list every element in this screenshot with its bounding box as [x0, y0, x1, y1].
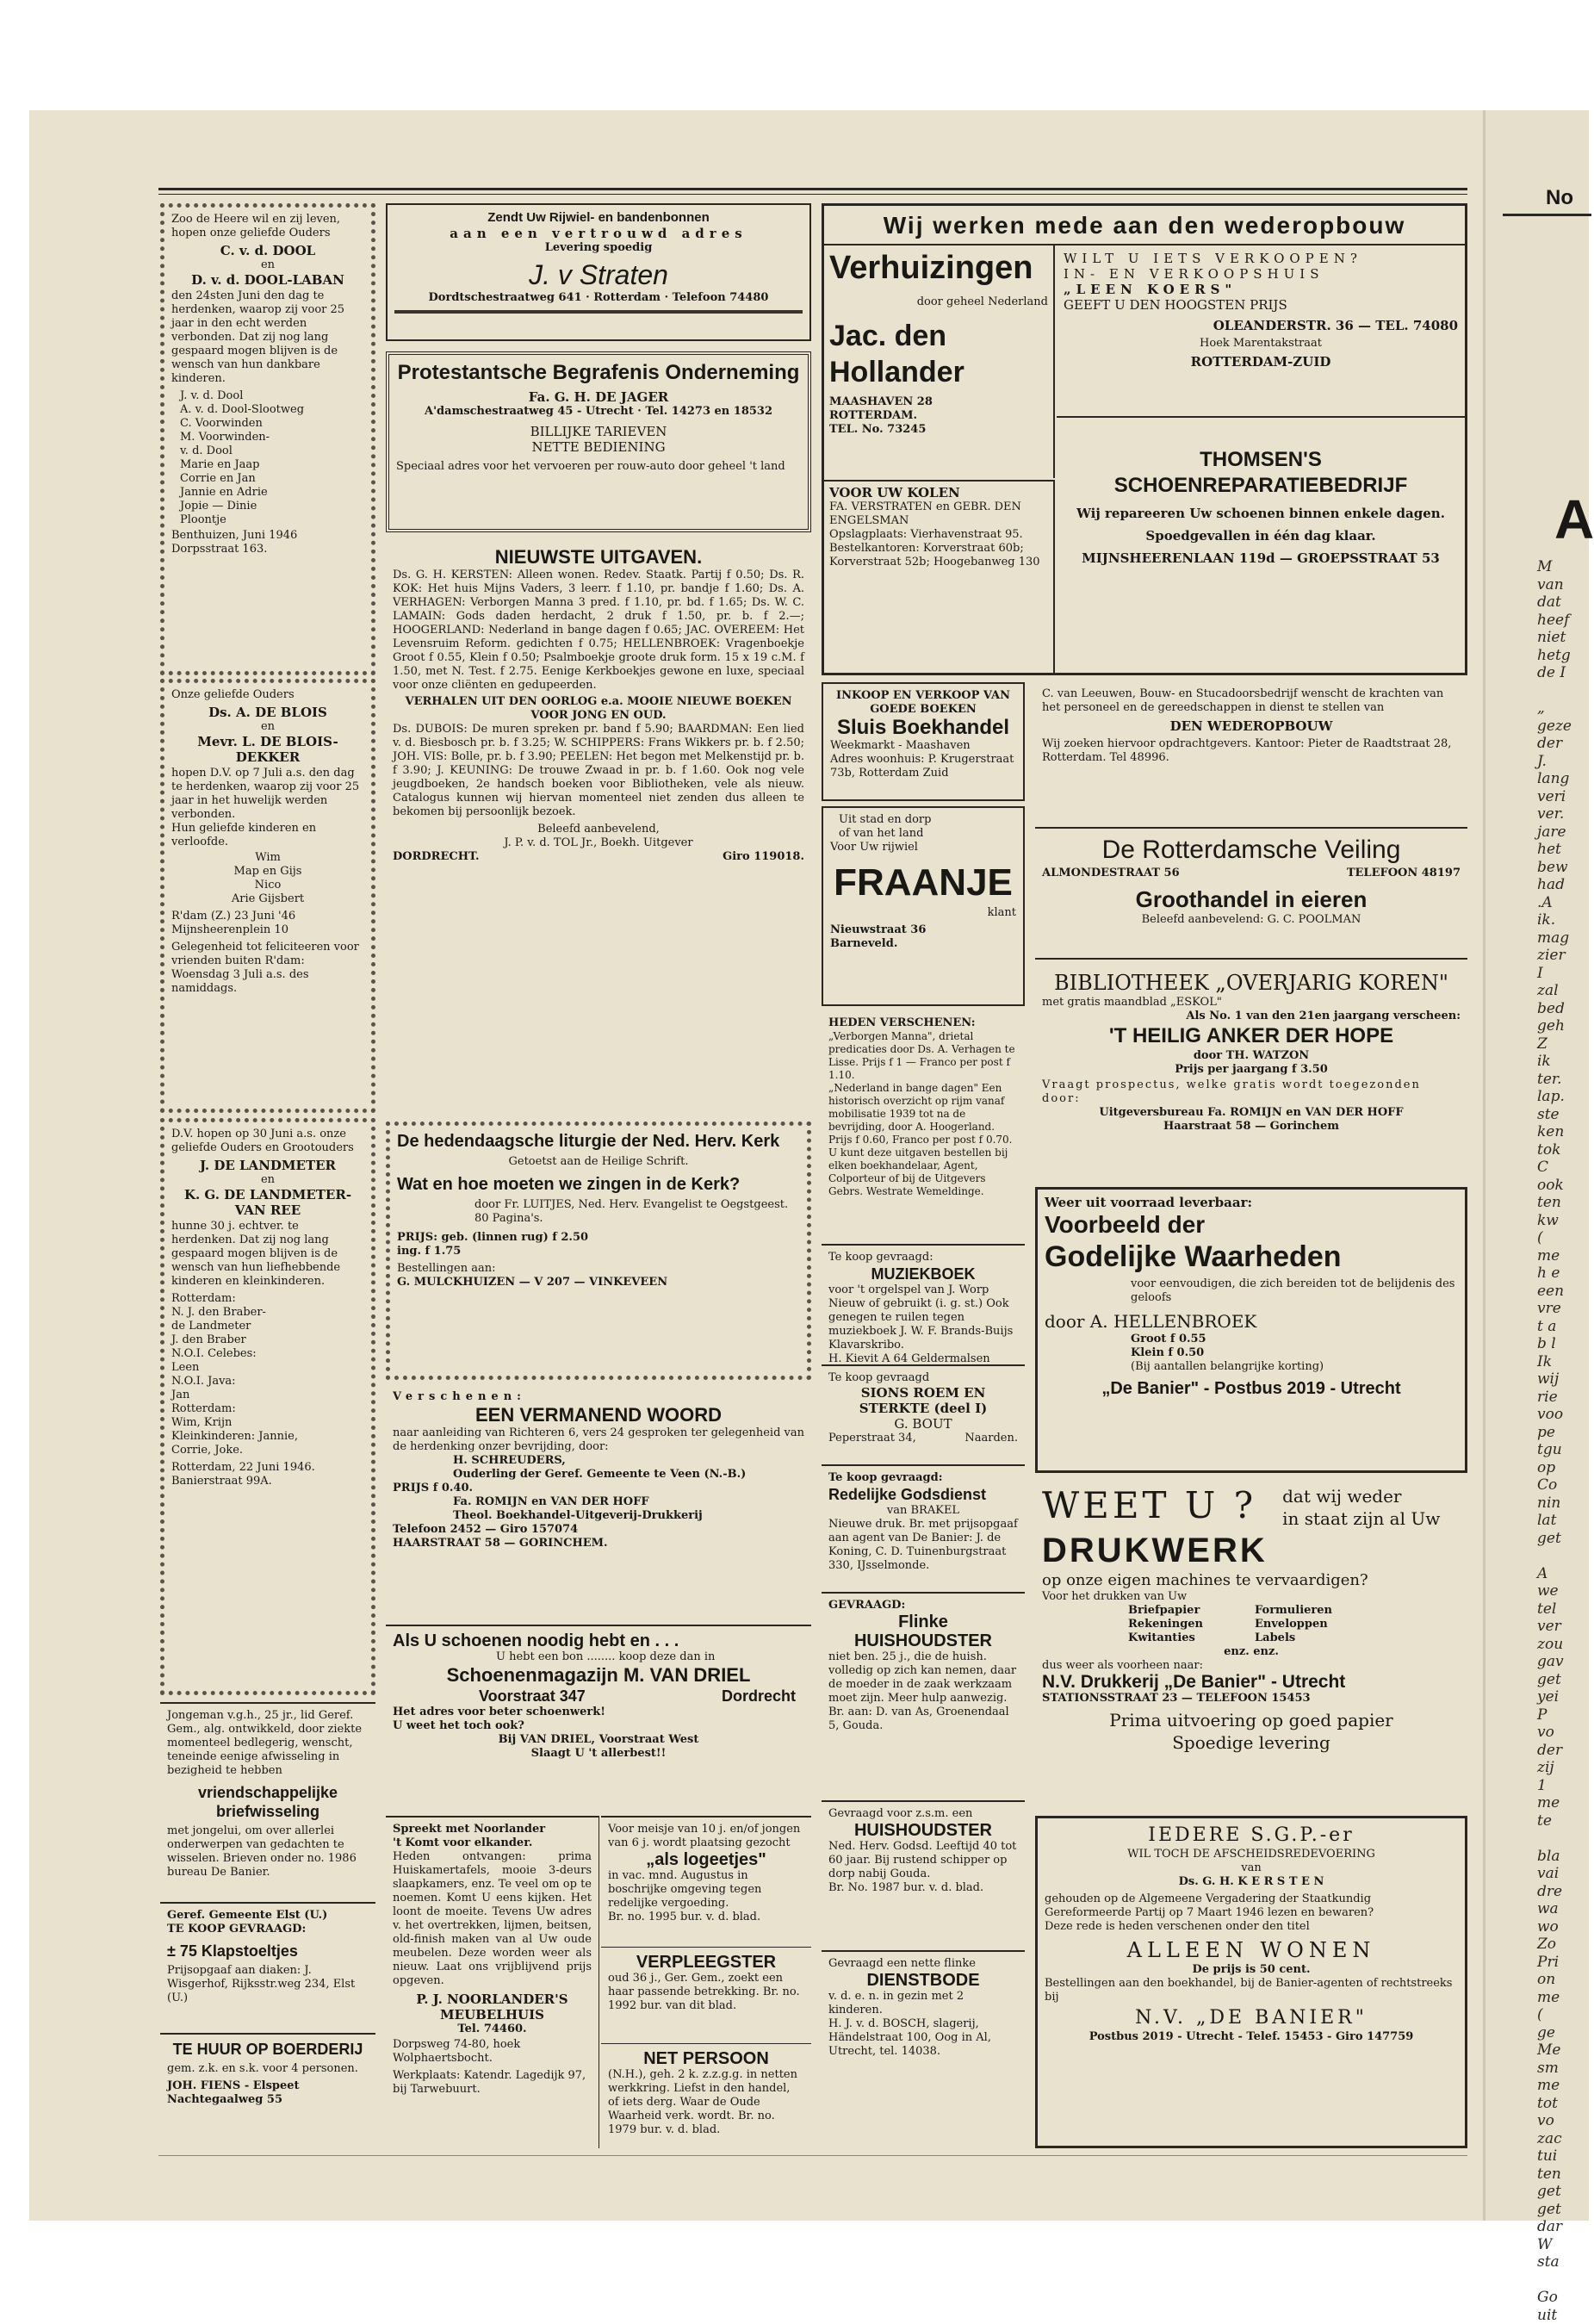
schoenen-address [393, 1687, 804, 1706]
huur-name: JOH. FIENS - Elspeet Nachtegaalweg 55 [167, 2079, 300, 2106]
ad-muziekboek [822, 1244, 1025, 1365]
muziek-head: MUZIEKBOEK [871, 1265, 976, 1283]
blois-en: en [260, 720, 276, 733]
bibliotheek-price: Prijs per jaargang f 3.50 [1175, 1063, 1328, 1076]
top-rule-thin [158, 194, 1467, 195]
sions-pre: Te koop gevraagd [828, 1371, 930, 1384]
bibliotheek-line: Als No. 1 van den 21en jaargang verscheen: [1186, 1010, 1461, 1022]
fraanje-addr: Nieuwstraat 36 Barneveld. [830, 923, 927, 950]
fraanje-name: FRAANJE [834, 861, 1013, 904]
jongeman-head: vriendschappelijke briefwisseling [197, 1784, 338, 1820]
ad-verpleegster [601, 1947, 811, 2041]
ad-redelijke-godsdienst [822, 1464, 1025, 1588]
bottom-rule [158, 2155, 1467, 2156]
elst-big: ± 75 Klapstoeltjes [167, 1942, 298, 1960]
hellenbroek-korting: (Bij aantallen belangrijke korting) [1131, 1360, 1324, 1373]
sions-address [828, 1432, 1018, 1445]
ad-huishoudster [822, 1800, 1025, 1947]
meisje-body: Voor meisje van 10 j. en/of jongen van 6 j. wordt plaatsing gezocht [608, 1823, 801, 1849]
thomsen-title: THOMSEN'S SCHOENREPARATIEBEDRIJF [1113, 448, 1408, 497]
vermanend-pub: Fa. ROMIJN en VAN DER HOFF Theol. Boekhandel-Uitgeverij-Drukkerij [453, 1495, 703, 1522]
uitgaven-footer [393, 850, 804, 864]
dool-body: den 24sten Juni den dag te herdenken, waarop zij voor 25 jaar in den echt werden verbonden. Dat zij nog lang gespaard mogen blijven is de wensch van hun dankbare kinderen. [171, 289, 345, 385]
rijwiel-rule [394, 310, 803, 314]
weet-voor: Voor het drukken van Uw [1042, 1590, 1188, 1603]
huur-text: gem. z.k. en s.k. voor 4 personen. [167, 2062, 358, 2075]
hooger-body: „Verborgen Manna", drietal predicaties door Ds. A. Verhagen te Lisse. Prijs f 1 — Franco per post f 1.10. „Nederland in bange dagen" Een historisch overzicht op rijm vanaf mobilisatie 1939 tot na de bevrijding, door A. Hoogerland. Prijs f 0.60, Franco per post f 0.70. U kunt deze uitgaven bestellen bij elken boekhandelaar, Agent, Colporteur of bij de Uitgevers Gebrs. Westrate Wemeldinge. [828, 1030, 1015, 1197]
hellenbroek-prices: Groot f 0.55 Klein f 0.50 [1131, 1333, 1206, 1359]
hellenbroek-sub: voor eenvoudigen, die zich bereiden tot de belijdenis des geloofs [1131, 1277, 1455, 1304]
jongeman-text: Jongeman v.g.h., 25 jr., lid Geref. Gem., alg. ontwikkeld, door ziekte momenteel bedlegerig, wenscht, teneinde eenige afwisseling in bezigheid te hebben [167, 1709, 363, 1777]
muziek-pre: Te koop gevraagd: [828, 1251, 933, 1264]
ad-te-huur [160, 2033, 375, 2148]
leeuwen-body2: Wij zoeken hiervoor opdrachtgevers. Kantoor: Pieter de Raadtstraat 28, Rotterdam. Tel 48996. [1042, 737, 1452, 764]
huish2-pre: Gevraagd voor z.s.m. een [828, 1807, 973, 1820]
dool-place: Benthuizen, Juni 1946 Dorpsstraat 163. [171, 529, 298, 556]
weet-items-right: Formulieren Enveloppen Labels [1255, 1604, 1332, 1644]
blois-name2: Mevr. L. DE BLOIS-DEKKER [197, 734, 338, 765]
ad-vermanend-woord [386, 1385, 811, 1619]
ad-net-persoon [601, 2043, 811, 2148]
ad-sions-roem [822, 1364, 1025, 1461]
ad-liturgie [386, 1122, 811, 1380]
redelijke-author: van BRAKEL [886, 1504, 960, 1517]
veiling-big: Groothandel in eieren [1135, 886, 1368, 912]
rijwiel-line2: aan een vertrouwd adres [450, 226, 747, 241]
weet-top [1042, 1485, 1461, 1530]
leeuwen-head: DEN WEDEROPBOUW [1169, 718, 1333, 734]
ad-begrafenis [386, 351, 811, 532]
begrafenis-firm: Fa. G. H. DE JAGER [528, 389, 669, 405]
fraanje-line1: Uit stad en dorp of van het land [839, 813, 932, 840]
ad-leen-koers [1057, 245, 1465, 418]
verhuizingen-sub: door geheel Nederland [916, 295, 1048, 308]
dool-name2: D. v. d. DOOL-LABAN [191, 272, 344, 288]
ad-rotterdamsche-veiling [1035, 827, 1467, 960]
ad-thomsen [1057, 419, 1465, 674]
iedere-price: De prijs is 50 cent. [1192, 1963, 1311, 1976]
redelijke-head: Redelijke Godsdienst [828, 1486, 987, 1503]
iedere-name: Ds. G. H. K E R S T E N [1178, 1875, 1324, 1888]
uitgaven-title: NIEUWSTE UITGAVEN. [494, 546, 703, 568]
kolen-body: FA. VERSTRATEN en GEBR. DEN ENGELSMAN Opslagplaats: Vierhavenstraat 95. Bestelkantoren: Korverstraat 60b; Korverstraat 52b; Hoogebanweg 130 [829, 500, 1040, 569]
sions-city: Naarden. [964, 1432, 1018, 1445]
bibliotheek-book: 'T HEILIG ANKER DER HOPE [1108, 1024, 1394, 1047]
vermanend-tel: Telefoon 2452 — Giro 157074 HAARSTRAAT 58 — GORINCHEM. [393, 1523, 608, 1550]
begrafenis-note: Speciaal adres voor het vervoeren per rouw-auto door geheel 't land [396, 460, 785, 473]
dienstbode-head: DIENSTBODE [866, 1971, 980, 1990]
noorlander-work: Werkplaats: Katendr. Lagedijk 97, bij Tarwebuurt. [393, 2069, 586, 2096]
jongeman-text2: met jongelui, om over allerlei onderwerpen van gedachten te wisselen. Brieven onder no. 1986 bureau De Banier. [167, 1824, 357, 1879]
dienstbode-pre: Gevraagd een nette flinke [828, 1957, 976, 1970]
weet-prima: Prima uitvoering op goed papier Spoedige levering [1109, 1710, 1393, 1753]
schoenen-title: Als U schoenen noodig hebt en . . . [393, 1631, 679, 1650]
muziek-body: voor 't orgelspel van J. Worp Nieuw of gebruikt (i. g. st.) Ook genegen te ruilen tegen muziekboek J. W. F. Brands-Buijs Klavarskribo. [828, 1283, 1014, 1352]
schoenen-addr: Bij VAN DRIEL, Voorstraat West Slaagt U 't allerbest!! [498, 1733, 699, 1760]
sions-name: G. BOUT [894, 1416, 952, 1432]
iedere-van: van [1241, 1861, 1262, 1874]
schoenen-city: Dordrecht [721, 1687, 796, 1705]
ad-heden-verschenen [822, 1011, 1025, 1240]
ad-landmeter-anniversary [160, 1118, 375, 1695]
iedere-line: WIL TOCH DE AFSCHEIDSREDEVOERING [1127, 1848, 1375, 1861]
ad-sluis-boekhandel [822, 682, 1025, 801]
verhuizingen-title: Verhuizingen [829, 250, 1033, 286]
dienstbode-body: v. d. e. n. in gezin met 2 kinderen. [828, 1990, 964, 2016]
landmeter-body: hunne 30 j. echtver. te herdenken. Dat zij nog lang gespaard mogen blijven is de wensch van hun liefhebbende kinderen en kleinkinderen. [171, 1220, 341, 1288]
ad-fraanje [822, 806, 1025, 1006]
iedere-body: gehouden op de Algemeene Vergadering der Staatkundig Gereformeerde Partij op 7 Maart 1946 lezen en bewaren? Deze rede is heden verschenen onder den titel [1045, 1892, 1374, 1933]
wederopbouw-banner: Wij werken mede aan den wederopbouw [824, 206, 1465, 245]
elst-head: Geref. Gemeente Elst (U.) TE KOOP GEVRAAGD: [167, 1909, 328, 1936]
noorlander-head: Spreekt met Noorlander 't Komt voor elkander. [393, 1823, 546, 1849]
kolen-head: VOOR UW KOLEN [829, 485, 960, 500]
huur-head: TE HUUR OP BOERDERIJ [172, 2041, 363, 2058]
hellenbroek-author: door A. HELLENBROEK [1045, 1311, 1257, 1332]
begrafenis-address: A'damschestraatweg 45 - Utrecht · Tel. 14273 en 18532 [424, 405, 772, 418]
noorlander-body: Heden ontvangen: prima Huiskamertafels, mooie 3-deurs slaapkamers, enz. Te veel om op te noemen. Komt U eens kijken. Het loont de moeite. Tevens Uw adres v. het overtrekken, lijmen, beitsen, old-finish maken van al Uw oude meubelen. Deze worden weer als nieuw. Laat ons vrijblijvend prijs opgeven. [393, 1850, 592, 1987]
begrafenis-title: Protestantsche Begrafenis Onderneming [397, 361, 800, 384]
verhuizingen-name: Jac. den Hollander [829, 320, 964, 388]
blois-name1: Ds. A. DE BLOIS [208, 705, 327, 720]
ad-verhuizingen [824, 245, 1055, 478]
hellenbroek-title2: Godelijke Waarheden [1045, 1240, 1342, 1273]
rijwiel-address: Dordtschestraatweg 641 · Rotterdam · Telefoon 74480 [428, 291, 769, 304]
next-page-fragments: M van dat heef niet hetg de I „ geze der J. lang veri ver. jare het bew had .A ik. mag zier I zal bed geh Z ik ter. lap. ste ken tok C ook ten kw ( me h e een vre t a b l Ik wij rie voo pe tgu op Co nin lat get A we tel ver zou gav get yei P vo der zij 1 me te bla vai dre wa wo Zo Pri on me ( ge Me sm me tot vo zac tui ten get get dar W sta Go uit [1537, 558, 1572, 2324]
ad-bibliotheek [1035, 965, 1467, 1180]
weet-line: dat wij weder in staat zijn al Uw [1282, 1486, 1441, 1529]
newspaper-page [29, 110, 1485, 2221]
weet-items-left: Briefpapier Rekeningen Kwitanties [1128, 1604, 1204, 1644]
rijwiel-name: J. v Straten [529, 259, 668, 290]
dool-en: en [260, 258, 276, 271]
dool-intro: Zoo de Heere wil en zij leven, hopen onze geliefde Ouders [171, 213, 341, 239]
sions-head: SIONS ROEM EN STERKTE (deel I) [859, 1385, 988, 1416]
uitgaven-sub: VERHALEN UIT DEN OORLOG e.a. MOOIE NIEUWE BOEKEN VOOR JONG EN OUD. [405, 695, 792, 722]
ad-rijwiel [386, 203, 811, 341]
ad-blois-anniversary [160, 679, 375, 1113]
huish1-pre: GEVRAAGD: [828, 1599, 906, 1612]
elst-text: Prijsopgaaf aan diaken: J. Wisgerhof, Rijksstr.weg 234, Elst (U.) [167, 1964, 356, 2004]
top-rule [158, 188, 1467, 190]
landmeter-name2: K. G. DE LANDMETER-VAN REE [183, 1187, 352, 1218]
blois-intro: Onze geliefde Ouders [171, 688, 295, 701]
weet-enz: enz. enz. [1224, 1645, 1279, 1658]
ad-van-leeuwen [1035, 682, 1467, 822]
uitgaven-city: DORDRECHT. [393, 850, 480, 863]
liturgie-sub1: Getoetst aan de Heilige Schrift. [508, 1155, 689, 1168]
fraanje-klant: klant [987, 906, 1016, 919]
ad-noorlander [386, 1816, 599, 2148]
ad-flinke-huishoudster [822, 1592, 1025, 1795]
next-page-big-letter: A [1554, 488, 1594, 550]
hooger-head: HEDEN VERSCHENEN: [828, 1016, 976, 1029]
redelijke-body: Nieuwe druk. Br. met prijsopgaaf aan agent van De Banier: J. de Koning, C. D. Tuinenburgstraat 330, IJsselmonde. [828, 1518, 1018, 1572]
ad-wederopbouw-block [822, 203, 1467, 675]
iedere-title: IEDERE S.G.P.-er [1148, 1824, 1355, 1846]
sions-addr: Peperstraat 34, [828, 1432, 916, 1445]
liturgie-addr: G. MULCKHUIZEN — V 207 — VINKEVEEN [397, 1276, 668, 1289]
huish2-head: HUISHOUDSTER [853, 1821, 992, 1840]
dool-kids: J. v. d. Dool A. v. d. Dool-Slootweg C. Voorwinden M. Voorwinden- v. d. Dool Marie en Jaap Corrie en Jan Jannie en Adrie Jopie — Dinie Ploontje [180, 389, 305, 526]
vermanend-prijs: PRIJS f 0.40. [393, 1482, 474, 1494]
weet-addr: STATIONSSTRAAT 23 — TELEFOON 15453 [1042, 1692, 1311, 1705]
ad-weet-u-drukwerk [1035, 1480, 1467, 1811]
schoenen-street: Voorstraat 347 [479, 1687, 586, 1705]
ad-logeetjes [601, 1816, 811, 1945]
iedere-title2: ALLEEN WONEN [1126, 1938, 1376, 1962]
schoenen-line: U hebt een bon ........ koop deze dan in [496, 1650, 716, 1663]
ad-klapstoeltjes [160, 1902, 375, 2031]
koers-line1: WILT U IETS VERKOOPEN? [1064, 251, 1362, 266]
ad-dienstbode [822, 1950, 1025, 2148]
weet-own: op onze eigen machines te vervaardigen? [1042, 1571, 1368, 1589]
liturgie-title1: De hedendaagsche liturgie der Ned. Herv. Kerk [397, 1132, 780, 1151]
verpleegster-body: oud 36 j., Ger. Gem., zoekt een haar passende betrekking. Br. no. 1992 bur. van dit blad. [608, 1972, 800, 2012]
fraanje-line2: Voor Uw rijwiel [830, 841, 918, 854]
veiling-address [1042, 867, 1461, 880]
ad-nieuwste-uitgaven [386, 541, 811, 1116]
sluis-body: Weekmarkt - Maashaven Adres woonhuis: P. Krugerstraat 73b, Rotterdam Zuid [830, 739, 1014, 780]
adjacent-page [1483, 110, 1594, 2324]
rijwiel-line3: Levering spoedig [544, 241, 653, 254]
bibliotheek-pub: Uitgeversbureau Fa. ROMIJN en VAN DER HOFF Haarstraat 58 — Gorinchem [1099, 1106, 1404, 1133]
hellenbroek-pub: „De Banier" - Postbus 2019 - Utrecht [1101, 1379, 1401, 1398]
rijwiel-line1: Zendt Uw Rijwiel- en bandenbonnen [487, 210, 710, 225]
vermanend-title: EEN VERMANEND WOORD [474, 1404, 722, 1426]
blois-body: hopen D.V. op 7 Juli a.s. den dag te herdenken, waarop zij voor 25 jaar in het huwelijk werden verbonden. Hun geliefde kinderen en verloofde. [171, 767, 360, 848]
veiling-addr: ALMONDESTRAAT 56 [1042, 867, 1180, 879]
blois-kids: Wim Map en Gijs Nico Arie Gijsbert [231, 851, 305, 905]
huish2-body: Ned. Herv. Godsd. Leeftijd 40 tot 60 jaar. Bij rustend schipper op dorp nabij Gouda. Br. No. 1987 bur. v. d. blad. [828, 1840, 1017, 1894]
meisje-body2: in vac. mnd. Augustus in boschrijke omgeving tegen redelijke vergoeding. Br. no. 1995 bur. v. d. blad. [608, 1869, 762, 1923]
sluis-head: INKOOP EN VERKOOP VAN GOEDE BOEKEN [836, 689, 1010, 716]
next-page-header: No [1546, 186, 1573, 209]
thomsen-spoed: Spoedgevallen in één dag klaar. [1145, 528, 1376, 544]
persoon-body: (N.H.), geh. 2 k. z.z.g.g. in netten werkkring. Liefst in den handel, of iets derg. Waar de Oude Waarheid verk. wordt. Br. no. 1979 bur. v. d. blad. [608, 2068, 797, 2136]
koers-city: ROTTERDAM-ZUID [1190, 354, 1331, 370]
thomsen-addr: MIJNSHEERENLAAN 119d — GROEPSSTRAAT 53 [1082, 550, 1440, 566]
huish1-head: Flinke HUISHOUDSTER [853, 1613, 992, 1650]
iedere-body2: Bestellingen aan den boekhandel, bij de Banier-agenten of rechtstreeks bij [1045, 1977, 1453, 2004]
noorlander-addr: Dorpsweg 74-80, hoek Wolphaertsbocht. [393, 2038, 521, 2065]
blois-place: R'dam (Z.) 23 Juni '46 Mijnsheerenplein 10 [171, 910, 296, 936]
landmeter-en: en [260, 1173, 276, 1186]
liturgie-prijs: PRIJS: geb. (linnen rug) f 2.50 ing. f 1.75 [397, 1231, 589, 1258]
huish1-body: niet ben. 25 j., die de huish. volledig op zich kan nemen, daar de moeder in de zaak werkzaam moet zijn. Meer hulp aanwezig. Br. aan: D. van As, Groenendaal 5, Gouda. [828, 1650, 1017, 1732]
bibliotheek-author: door TH. WATZON [1193, 1049, 1310, 1062]
hellenbroek-pre: Weer uit voorraad leverbaar: [1045, 1195, 1253, 1210]
meisje-head: „als logeetjes" [646, 1850, 766, 1869]
bibliotheek-sub: met gratis maandblad „ESKOL" [1042, 996, 1222, 1009]
next-page-rule [1503, 214, 1591, 216]
weet-dus: dus weer als voorheen naar: [1042, 1659, 1204, 1672]
liturgie-title2: Wat en hoe moeten we zingen in de Kerk? [397, 1175, 741, 1194]
vermanend-author: H. SCHREUDERS, Ouderling der Geref. Gemeente te Veen (N.-B.) [453, 1454, 747, 1481]
verhuizingen-addr: MAASHAVEN 28 ROTTERDAM. TEL. No. 73245 [829, 395, 933, 436]
koers-addr: OLEANDERSTR. 36 — TEL. 74080 [1213, 318, 1458, 333]
ad-schoenen-van-driel [386, 1625, 811, 1812]
uitgaven-giro: Giro 119018. [723, 850, 804, 863]
iedere-addr: Postbus 2019 - Utrecht - Telef. 15453 - Giro 147759 [1089, 2030, 1414, 2043]
weet-items [1042, 1604, 1461, 1645]
dienstbode-addr: H. J. v. d. BOSCH, slagerij, Händelstraat 100, Oog in Al, Utrecht, tel. 14038. [828, 2017, 991, 2058]
noorlander-name: P. J. NOORLANDER'S MEUBELHUIS [416, 1992, 568, 2023]
blois-receive: Gelegenheid tot feliciteeren voor vrienden buiten R'dam: Woensdag 3 Juli a.s. des namiddags. [171, 941, 359, 995]
vermanend-body: naar aanleiding van Richteren 6, vers 24 gesproken ter gelegenheid van de herdenking onzer bevrijding, door: [393, 1426, 804, 1453]
weet-big: WEET U ? [1042, 1484, 1257, 1526]
uitgaven-body2: Ds. DUBOIS: De muren spreken pr. band f 5.90; BAARDMAN: Een lied v. d. Biesbosch pr. b. f 3.25; W. SCHIPPERS: Frans Wikkers pr. b. f 2.50; JOH. VIS: Bolle, pr. b. f 3.90; PEELEN: Het begon met Melkenstijd pr. b. f 3.90; J. KEUNING: De trouwe Zwaad in pr. b. f 1.60. Ook nog vele jeugdboeken, 2e handsch boeken voor Bibliotheken, vele als nieuw. Catalogus kunnen wij hiervan momenteel niet zenden dus alleen te bekomen bij persoonlijk bezoek. [393, 723, 804, 818]
vermanend-pre: Verschenen: [393, 1390, 526, 1403]
koers-corner: Hoek Marentakstraat [1200, 337, 1322, 350]
ad-dool-anniversary [160, 203, 375, 675]
ad-hellenbroek [1035, 1187, 1467, 1473]
veiling-title: De Rotterdamsche Veiling [1101, 836, 1401, 864]
begrafenis-tarieven: BILLIJKE TARIEVEN NETTE BEDIENING [530, 424, 667, 455]
veiling-sign: Beleefd aanbevelend: G. C. POOLMAN [1141, 913, 1361, 926]
bibliotheek-title: BIBLIOTHEEK „OVERJARIG KOREN" [1054, 971, 1448, 995]
landmeter-place: Rotterdam, 22 Juni 1946. Banierstraat 99A. [171, 1461, 315, 1488]
koers-line3: „LEEN KOERS" [1064, 282, 1237, 297]
iedere-nv: N.V. „DE BANIER" [1135, 2007, 1368, 2029]
ad-iedere-sgp [1035, 1816, 1467, 2148]
uitgaven-sign: Beleefd aanbevelend, J. P. v. d. TOL Jr., Boekh. Uitgever [504, 823, 693, 849]
thomsen-body: Wij repareeren Uw schoenen binnen enkele dagen. [1076, 506, 1445, 521]
landmeter-name1: J. DE LANDMETER [199, 1158, 337, 1173]
weet-drukwerk: DRUKWERK [1042, 1532, 1268, 1569]
noorlander-tel: Tel. 74460. [457, 2023, 527, 2035]
bibliotheek-body: Vraagt prospectus, welke gratis wordt toegezonden door: [1042, 1078, 1421, 1105]
weet-firm: N.V. Drukkerij „De Banier" - Utrecht [1042, 1672, 1346, 1692]
schoenen-name: Schoenenmagazijn M. VAN DRIEL [446, 1664, 751, 1686]
uitgaven-body: Ds. G. H. KERSTEN: Alleen wonen. Redev. Staatk. Partij f 0.50; Ds. R. KOK: Het huis Mijns Vaders, 3 leerr. f 1.10, pr. bandje f 1.60; Ds. A. VERHAGEN: Verborgen Manna 3 pred. f 1.10, pr. bd. f 1.65; Ds. W. C. LAMAIN: Gods daden herdacht, 2 druk f 1.50, pr. b. f 2.—; HOOGERLAND: Nederland in bange dagen f 0.65; JAC. OVEREEM: Het Levensruim Reform. gedichten f 0.75; HELLENBROEK: Vragenboekje Groot f 0.55, Klein f 0.50; Psalmboekje groote druk form. 15 x 19 c.M. f 1.50, met N. Test. f 2.75. Eenige Kerkboekjes gewone en luxe, speciaal voor onze cliënten en gedupeerden. [393, 569, 804, 692]
schoenen-slogan: Het adres voor beter schoenwerk! U weet het toch ook? [393, 1706, 605, 1732]
landmeter-intro: D.V. hopen op 30 Juni a.s. onze geliefde Ouders en Grootouders [171, 1128, 354, 1154]
ad-kolen [824, 480, 1055, 674]
muziek-addr: H. Kievit A 64 Geldermalsen [828, 1352, 990, 1365]
landmeter-kids: Rotterdam: N. J. den Braber- de Landmeter J. den Braber N.O.I. Celebes: Leen N.O.I. Java: Jan Rotterdam: Wim, Krijn Kleinkinderen: Jannie, Corrie, Joke. [171, 1292, 298, 1457]
veiling-tel: TELEFOON 48197 [1346, 867, 1461, 879]
leeuwen-body: C. van Leeuwen, Bouw- en Stucadoorsbedrijf wenscht de krachten van het personeel en de gereedschappen in dienst te stellen van [1042, 687, 1444, 714]
liturgie-by: door Fr. LUITJES, Ned. Herv. Evangelist te Oegstgeest. 80 Pagina's. [474, 1198, 789, 1225]
dool-name1: C. v. d. DOOL [220, 243, 316, 258]
koers-line2: IN- EN VERKOOPSHUIS [1064, 266, 1324, 282]
koers-line4: GEEFT U DEN HOOGSTEN PRIJS [1064, 297, 1287, 313]
verpleegster-head: VERPLEEGSTER [636, 1953, 777, 1972]
redelijke-pre: Te koop gevraagd: [828, 1471, 943, 1484]
ad-briefwisseling [160, 1702, 375, 1900]
liturgie-order: Bestellingen aan: [397, 1262, 496, 1275]
persoon-head: NET PERSOON [643, 2049, 769, 2068]
hellenbroek-title1: Voorbeeld der [1045, 1211, 1206, 1238]
sluis-name: Sluis Boekhandel [836, 716, 1010, 739]
